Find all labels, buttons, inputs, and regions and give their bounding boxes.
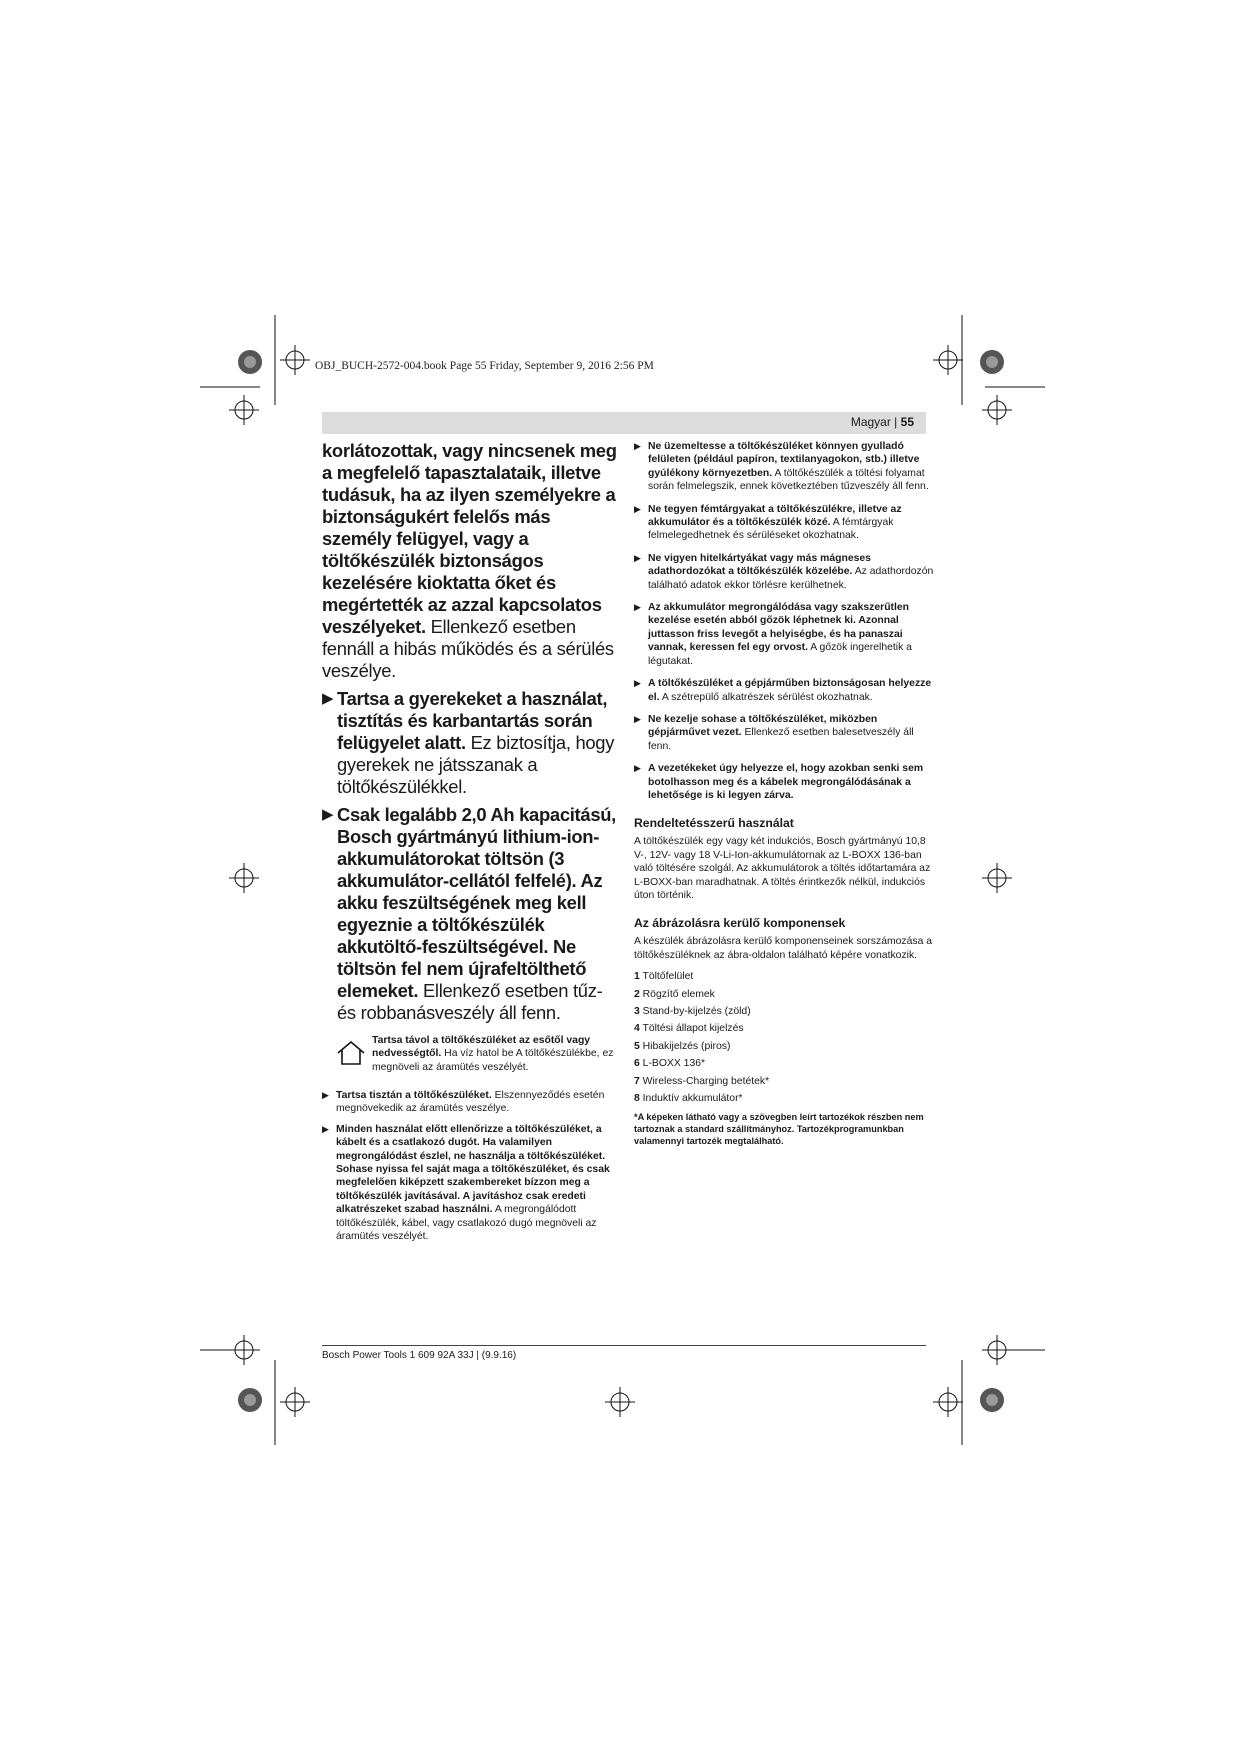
flammable-normal: A töltőkészülék a töltési folyamat során felmelegszik, ennek következtében tűzveszély áll fenn. — [648, 467, 929, 493]
rain-bold: Tartsa távol a töltőkészüléket az esőtől vagy nedvességtől. — [372, 1035, 591, 1060]
vapour-warning — [634, 601, 934, 668]
inspect-normal: A megrongálódott töltőkészülék, kábel, vagy csatlakozó dugó megnöveli az áramütés veszélyét. — [336, 1204, 597, 1243]
bullet-triangle-icon: ▶ — [634, 441, 641, 451]
rain-normal: Ha víz hatol be A töltőkészülékbe, ez megnöveli az áramütés veszélyét. — [372, 1048, 614, 1073]
bullet-triangle-icon: ▶ — [634, 552, 641, 563]
clean-normal: Elszennyeződés esetén megnövekedik az áramütés veszélye. — [336, 1090, 605, 1115]
right-column — [634, 440, 934, 1147]
clean-bold: Tartsa tisztán a töltőkészüléket. — [336, 1090, 492, 1101]
accessories-footnote: *A képeken látható vagy a szövegben leírt tartozékok részben nem tartoznak a standard szállítmányhoz. Tartozékprogramunkban valamennyi tartozék megtalálható. — [634, 1112, 924, 1147]
cable-warning — [634, 762, 934, 802]
bullet-triangle-icon: ▶ — [634, 713, 641, 724]
cable-bold: A vezetékeket úgy helyezze el, hogy azokban senki sem botolhasson meg és a kábelek megrongálódásának a lehetősége is ki legyen zárva. — [648, 763, 924, 801]
metal-warning — [634, 503, 934, 543]
inspect-bold: Minden használat előtt ellenőrizze a töltőkészüléket, a kábelt és a csatlakozó dugót. Ha valamilyen megrongálódást észlel, ne használja a töltőkészüléket. Sohase nyissa fel saját maga a töltőkészüléket, és csak megfelelően kiképzett szakembereket bízzon meg a töltőkészülék javításával. A javításhoz csak eredeti alkatrészeket szabad használni. — [336, 1123, 610, 1216]
footer-rule — [322, 1345, 926, 1346]
flammable-bold: Ne üzemeltesse a töltőkészüléket könnyen gyulladó felületen (például papíron, textilanyagokon, stb.) illetve gyúlékony környezetben. — [648, 441, 920, 479]
bullet-triangle-icon: ▶ — [634, 678, 641, 689]
bullet-triangle-icon: ▶ — [634, 763, 641, 774]
left-column — [322, 440, 622, 1243]
bullet-triangle-icon: ▶ — [322, 1090, 329, 1100]
vehicle-normal: A szétrepülő alkatrészek sérülést okozhatnak. — [659, 691, 873, 703]
clean-warning — [322, 1089, 622, 1116]
header-separator: | — [890, 415, 901, 429]
rain-warning — [322, 1034, 622, 1082]
list-item: 7 Wireless-Charging betétek* — [634, 1075, 770, 1087]
list-item: 3 Stand-by-kijelzés (zöld) — [634, 1006, 751, 1017]
driving-warning — [634, 713, 934, 753]
metal-bold: Ne tegyen fémtárgyakat a töltőkészülékre, illetve az akkumulátor és a töltőkészülék közé. — [648, 503, 902, 529]
vehicle-warning — [634, 677, 934, 704]
bullet-triangle-icon: ▶ — [322, 806, 334, 823]
driving-bold: Ne kezelje sohase a töltőkészüléket, miközben gépjárművet vezet. — [648, 713, 878, 739]
components-text: A készülék ábrázolásra kerülő komponenseinek sorszámozása a töltőkészüléknek az ábra-oldalon található képére vonatkozik. — [634, 936, 933, 961]
list-item: 4 Töltési állapot kijelzés — [634, 1023, 744, 1035]
list-item: 6 L-BOXX 136* — [634, 1058, 706, 1070]
list-item: 2 Rögzítő elemek — [634, 988, 715, 1000]
driving-normal: Ellenkező esetben balesetveszély áll fenn. — [648, 727, 914, 752]
intended-use-text: A töltőkészülék egy vagy két indukciós, Bosch gyártmányú 10,8 V-, 12V- vagy 18 V-Li-Ion-akkumulátornak az L-BOXX 136-ban való töltésére szolgál. Az akkumulátorok a töltés időtartamára az L-BOXX-ban maradhatnak. A töltés érintkezők nélkül, indukciós úton történik. — [634, 836, 931, 901]
battery-normal: Ellenkező esetben tűz- és robbanásveszély áll fenn. — [337, 980, 603, 1023]
children-bold: Tartsa a gyerekeket a használat, tisztítás és karbantartás során felügyelet alatt. — [337, 688, 608, 753]
page-number: 55 — [900, 415, 914, 429]
list-item: 8 Induktív akkumulátor* — [634, 1093, 743, 1105]
heading-intended-use: Rendeltetésszerű használat — [634, 816, 794, 831]
bullet-triangle-icon: ▶ — [634, 602, 641, 613]
house-icon — [336, 1040, 366, 1066]
intro-paragraph — [322, 440, 622, 682]
intro-bold: korlátozottak, vagy nincsenek meg a megfelelő tapasztalataik, illetve tudásuk, ha az ilyen személyekre a biztonságukért felelős más személy felügyel, vagy a töltőkészülék biztonságos kezelésére kioktatta őket és megértették az azzal kapcsolatos veszélyeket. — [322, 440, 617, 637]
page-footer: Bosch Power Tools 1 609 92A 33J | (9.9.16) — [322, 1350, 517, 1361]
magnetic-warning — [634, 552, 934, 592]
vapour-normal: A gőzök ingerelhetik a légutakat. — [648, 642, 912, 667]
components-list — [634, 968, 934, 1107]
flammable-warning — [634, 440, 934, 494]
vapour-bold: Az akkumulátor megrongálódása vagy szakszerűtlen kezelése esetén abból gőzök léphetnek ki. Azonnal juttasson friss levegőt a helyiségbe, és ha panaszai vannak, keressen fel egy orvost. — [648, 602, 910, 654]
battery-warning — [322, 804, 622, 1024]
battery-bold: Csak legalább 2,0 Ah kapacitású, Bosch gyártmányú lithium-ion-akkumulátorokat töltsön (3 akkumulátor-cellától felfelé). Az akku feszültségének meg kell egyeznie a töltőkészülék akkutöltő-feszültségével. Ne töltsön fel nem újrafeltölthető elemeket. — [337, 804, 616, 1001]
bullet-triangle-icon: ▶ — [322, 690, 334, 707]
heading-components: Az ábrázolásra kerülő komponensek — [634, 916, 846, 931]
bullet-triangle-icon: ▶ — [322, 1123, 329, 1134]
magnetic-bold: Ne vigyen hitelkártyákat vagy más mágneses adathordozókat a töltőkészülék közelébe. — [648, 552, 871, 578]
intro-normal: Ellenkező esetben fennáll a hibás működés és a sérülés veszélye. — [322, 616, 614, 681]
children-warning — [322, 688, 622, 798]
metal-normal: A fémtárgyak felmelegedhetnek és sérüléseket okozhatnak. — [648, 517, 894, 542]
file-slug: OBJ_BUCH-2572-004.book Page 55 Friday, September 9, 2016 2:56 PM — [315, 360, 654, 372]
inspect-warning — [322, 1123, 622, 1244]
bullet-triangle-icon: ▶ — [634, 503, 641, 514]
vehicle-bold: A töltőkészüléket a gépjárműben biztonságosan helyezze el. — [648, 678, 932, 703]
page-header — [322, 412, 926, 434]
header-language: Magyar — [850, 415, 891, 429]
magnetic-normal: Az adathordozón található adatok ekkor törlésre kerülhetnek. — [648, 566, 934, 591]
list-item: 5 Hibakijelzés (piros) — [634, 1040, 731, 1052]
children-normal: Ez biztosítja, hogy gyerekek ne játsszanak a töltőkészülékkel. — [337, 732, 615, 797]
list-item: 1 Töltőfelület — [634, 971, 694, 983]
